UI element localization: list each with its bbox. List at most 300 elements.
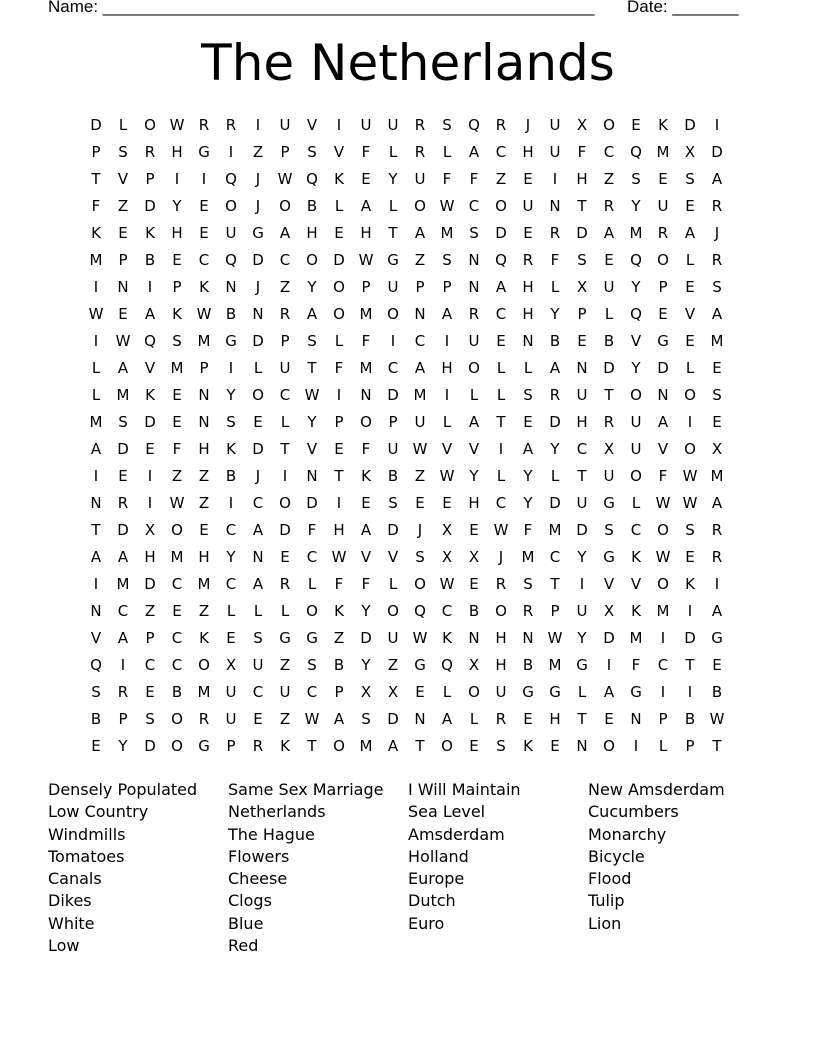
grid-letter[interactable]: I — [660, 683, 666, 701]
grid-letter[interactable]: B — [333, 656, 345, 674]
grid-letter[interactable]: H — [468, 494, 480, 512]
grid-letter[interactable]: W — [169, 116, 185, 134]
grid-letter[interactable]: E — [172, 386, 182, 404]
grid-letter[interactable]: U — [279, 116, 291, 134]
grid-letter[interactable]: I — [93, 278, 99, 296]
grid-letter[interactable]: T — [307, 737, 317, 755]
grid-letter[interactable]: S — [442, 251, 452, 269]
grid-letter[interactable]: W — [709, 710, 725, 728]
grid-letter[interactable]: A — [522, 440, 534, 458]
grid-letter[interactable]: W — [304, 710, 320, 728]
grid-letter[interactable]: T — [496, 413, 506, 431]
grid-letter[interactable]: A — [711, 170, 723, 188]
grid-letter[interactable]: E — [253, 710, 263, 728]
grid-letter[interactable]: W — [547, 629, 563, 647]
grid-letter[interactable]: D — [333, 251, 345, 269]
grid-letter[interactable]: M — [89, 413, 103, 431]
grid-letter[interactable]: M — [521, 548, 535, 566]
grid-letter[interactable]: C — [306, 683, 318, 701]
grid-letter[interactable]: H — [198, 440, 210, 458]
grid-letter[interactable]: Z — [252, 143, 264, 161]
grid-letter[interactable]: Y — [226, 548, 236, 566]
grid-letter[interactable]: A — [117, 359, 129, 377]
grid-letter[interactable]: N — [468, 251, 480, 269]
grid-letter[interactable]: P — [118, 710, 128, 728]
grid-letter[interactable]: I — [687, 413, 693, 431]
grid-letter[interactable]: E — [604, 710, 614, 728]
grid-letter[interactable]: F — [469, 170, 479, 188]
grid-letter[interactable]: E — [685, 332, 695, 350]
grid-letter[interactable]: I — [282, 467, 288, 485]
grid-letter[interactable]: I — [336, 386, 342, 404]
grid-letter[interactable]: H — [522, 278, 534, 296]
grid-letter[interactable]: D — [603, 359, 615, 377]
grid-letter[interactable]: A — [117, 629, 129, 647]
grid-letter[interactable]: R — [657, 224, 669, 242]
grid-letter[interactable]: P — [334, 413, 344, 431]
grid-letter[interactable]: P — [658, 278, 668, 296]
grid-letter[interactable]: R — [711, 548, 723, 566]
grid-letter[interactable]: J — [417, 521, 423, 539]
grid-letter[interactable]: G — [576, 656, 588, 674]
grid-letter[interactable]: W — [304, 386, 320, 404]
grid-letter[interactable]: C — [549, 548, 561, 566]
grid-letter[interactable]: V — [144, 359, 156, 377]
grid-letter[interactable]: E — [199, 224, 209, 242]
grid-letter[interactable]: M — [359, 359, 373, 377]
grid-letter[interactable]: W — [196, 305, 212, 323]
grid-letter[interactable]: G — [198, 143, 210, 161]
grid-letter[interactable]: T — [307, 359, 317, 377]
grid-letter[interactable]: S — [91, 683, 101, 701]
grid-letter[interactable]: C — [603, 143, 615, 161]
grid-letter[interactable]: B — [468, 602, 480, 620]
grid-letter[interactable]: I — [93, 575, 99, 593]
grid-letter[interactable]: D — [576, 521, 588, 539]
grid-letter[interactable]: D — [603, 629, 615, 647]
grid-letter[interactable]: T — [334, 467, 344, 485]
grid-letter[interactable]: M — [359, 305, 373, 323]
grid-letter[interactable]: F — [172, 440, 182, 458]
grid-letter[interactable]: T — [388, 224, 398, 242]
grid-letter[interactable]: G — [414, 656, 426, 674]
grid-letter[interactable]: H — [522, 305, 534, 323]
grid-letter[interactable]: A — [684, 224, 696, 242]
grid-letter[interactable]: I — [579, 575, 585, 593]
grid-letter[interactable]: S — [685, 521, 695, 539]
grid-letter[interactable]: G — [657, 332, 669, 350]
grid-letter[interactable]: F — [361, 440, 371, 458]
grid-letter[interactable]: S — [712, 386, 722, 404]
grid-letter[interactable]: D — [360, 629, 372, 647]
grid-letter[interactable]: W — [439, 467, 455, 485]
grid-letter[interactable]: I — [444, 386, 450, 404]
grid-letter[interactable]: E — [415, 683, 425, 701]
grid-letter[interactable]: E — [253, 413, 263, 431]
grid-letter[interactable]: M — [197, 575, 211, 593]
grid-letter[interactable]: F — [577, 143, 587, 161]
grid-letter[interactable]: N — [90, 494, 102, 512]
grid-letter[interactable]: B — [522, 656, 534, 674]
grid-letter[interactable]: M — [656, 602, 670, 620]
grid-letter[interactable]: O — [630, 386, 642, 404]
grid-letter[interactable]: D — [279, 521, 291, 539]
grid-letter[interactable]: N — [252, 305, 264, 323]
grid-letter[interactable]: A — [468, 413, 480, 431]
grid-letter[interactable]: S — [118, 143, 128, 161]
grid-letter[interactable]: N — [306, 467, 318, 485]
grid-letter[interactable]: T — [577, 467, 587, 485]
grid-letter[interactable]: J — [714, 224, 720, 242]
grid-letter[interactable]: I — [714, 575, 720, 593]
grid-letter[interactable]: P — [280, 143, 290, 161]
grid-letter[interactable]: D — [576, 224, 588, 242]
grid-letter[interactable]: K — [442, 629, 452, 647]
grid-letter[interactable]: Y — [523, 467, 533, 485]
grid-letter[interactable]: D — [306, 494, 318, 512]
grid-letter[interactable]: L — [91, 359, 101, 377]
grid-letter[interactable]: A — [441, 710, 453, 728]
grid-letter[interactable]: I — [633, 737, 639, 755]
grid-letter[interactable]: W — [88, 305, 104, 323]
grid-letter[interactable]: R — [603, 197, 615, 215]
grid-letter[interactable]: C — [279, 386, 291, 404]
grid-letter[interactable]: O — [360, 413, 372, 431]
grid-letter[interactable]: H — [576, 413, 588, 431]
grid-letter[interactable]: B — [171, 683, 183, 701]
grid-letter[interactable]: I — [147, 278, 153, 296]
grid-letter[interactable]: I — [444, 332, 450, 350]
grid-letter[interactable]: Z — [198, 602, 210, 620]
grid-letter[interactable]: U — [549, 143, 561, 161]
grid-letter[interactable]: A — [657, 413, 669, 431]
grid-letter[interactable]: D — [117, 440, 129, 458]
grid-letter[interactable]: G — [711, 629, 723, 647]
grid-letter[interactable]: H — [360, 224, 372, 242]
grid-letter[interactable]: I — [552, 170, 558, 188]
grid-letter[interactable]: E — [145, 683, 155, 701]
grid-letter[interactable]: D — [144, 197, 156, 215]
grid-letter[interactable]: C — [252, 683, 264, 701]
grid-letter[interactable]: U — [630, 413, 642, 431]
grid-letter[interactable]: Y — [631, 278, 641, 296]
grid-letter[interactable]: S — [496, 737, 506, 755]
grid-letter[interactable]: P — [388, 413, 398, 431]
grid-letter[interactable]: L — [523, 359, 533, 377]
grid-letter[interactable]: R — [711, 197, 723, 215]
grid-letter[interactable]: D — [252, 251, 264, 269]
grid-letter[interactable]: R — [549, 224, 561, 242]
grid-letter[interactable]: P — [280, 332, 290, 350]
grid-letter[interactable]: S — [469, 224, 479, 242]
grid-letter[interactable]: R — [603, 413, 615, 431]
grid-letter[interactable]: G — [252, 224, 264, 242]
grid-letter[interactable]: S — [307, 143, 317, 161]
grid-letter[interactable]: R — [495, 575, 507, 593]
grid-letter[interactable]: Y — [226, 386, 236, 404]
grid-letter[interactable]: D — [144, 575, 156, 593]
grid-letter[interactable]: R — [198, 116, 210, 134]
grid-letter[interactable]: O — [414, 575, 426, 593]
grid-letter[interactable]: T — [604, 386, 614, 404]
grid-letter[interactable]: E — [523, 224, 533, 242]
grid-letter[interactable]: S — [145, 710, 155, 728]
grid-letter[interactable]: V — [90, 629, 102, 647]
grid-letter[interactable]: B — [144, 251, 156, 269]
grid-letter[interactable]: U — [603, 467, 615, 485]
grid-letter[interactable]: U — [387, 629, 399, 647]
grid-letter[interactable]: X — [387, 683, 399, 701]
grid-letter[interactable]: C — [306, 548, 318, 566]
grid-letter[interactable]: L — [118, 116, 128, 134]
grid-letter[interactable]: R — [144, 143, 156, 161]
grid-letter[interactable]: A — [387, 737, 399, 755]
grid-letter[interactable]: C — [171, 575, 183, 593]
grid-letter[interactable]: L — [496, 467, 506, 485]
grid-letter[interactable]: L — [388, 575, 398, 593]
grid-letter[interactable]: P — [685, 737, 695, 755]
grid-letter[interactable]: N — [549, 197, 561, 215]
grid-letter[interactable]: C — [495, 143, 507, 161]
grid-letter[interactable]: K — [226, 440, 236, 458]
grid-letter[interactable]: I — [714, 116, 720, 134]
grid-letter[interactable]: O — [603, 116, 615, 134]
grid-letter[interactable]: G — [522, 683, 534, 701]
grid-letter[interactable]: P — [415, 278, 425, 296]
grid-letter[interactable]: M — [548, 656, 562, 674]
grid-letter[interactable]: A — [90, 548, 102, 566]
grid-letter[interactable]: H — [441, 359, 453, 377]
grid-letter[interactable]: E — [199, 521, 209, 539]
grid-letter[interactable]: D — [657, 359, 669, 377]
grid-letter[interactable]: Y — [361, 656, 371, 674]
grid-letter[interactable]: L — [631, 494, 641, 512]
grid-letter[interactable]: U — [468, 332, 480, 350]
grid-letter[interactable]: N — [522, 332, 534, 350]
grid-letter[interactable]: L — [577, 683, 587, 701]
grid-letter[interactable]: V — [387, 548, 399, 566]
grid-letter[interactable]: Z — [144, 602, 156, 620]
grid-letter[interactable]: D — [387, 710, 399, 728]
grid-letter[interactable]: B — [90, 710, 102, 728]
grid-letter[interactable]: O — [630, 467, 642, 485]
grid-letter[interactable]: O — [279, 494, 291, 512]
grid-letter[interactable]: O — [414, 197, 426, 215]
grid-letter[interactable]: N — [414, 710, 426, 728]
grid-letter[interactable]: R — [414, 116, 426, 134]
grid-letter[interactable]: P — [118, 251, 128, 269]
grid-letter[interactable]: P — [91, 143, 101, 161]
grid-letter[interactable]: M — [548, 521, 562, 539]
grid-letter[interactable]: R — [522, 251, 534, 269]
grid-letter[interactable]: W — [358, 251, 374, 269]
grid-letter[interactable]: D — [549, 494, 561, 512]
grid-letter[interactable]: E — [280, 548, 290, 566]
grid-letter[interactable]: G — [198, 737, 210, 755]
grid-letter[interactable]: Y — [172, 197, 182, 215]
grid-letter[interactable]: E — [361, 170, 371, 188]
grid-letter[interactable]: B — [306, 197, 318, 215]
grid-letter[interactable]: T — [91, 521, 101, 539]
grid-letter[interactable]: U — [414, 413, 426, 431]
grid-letter[interactable]: Y — [550, 440, 560, 458]
grid-letter[interactable]: C — [576, 440, 588, 458]
grid-letter[interactable]: H — [576, 170, 588, 188]
grid-letter[interactable]: X — [360, 683, 372, 701]
grid-letter[interactable]: S — [307, 332, 317, 350]
grid-letter[interactable]: T — [280, 440, 290, 458]
grid-letter[interactable]: C — [117, 602, 129, 620]
grid-letter[interactable]: Z — [414, 251, 426, 269]
grid-letter[interactable]: E — [523, 413, 533, 431]
grid-letter[interactable]: S — [253, 629, 263, 647]
grid-letter[interactable]: H — [495, 656, 507, 674]
grid-letter[interactable]: E — [118, 305, 128, 323]
grid-letter[interactable]: M — [170, 548, 184, 566]
grid-letter[interactable]: X — [468, 656, 480, 674]
grid-letter[interactable]: R — [549, 386, 561, 404]
grid-letter[interactable]: U — [225, 224, 237, 242]
grid-letter[interactable]: N — [198, 413, 210, 431]
grid-letter[interactable]: A — [549, 359, 561, 377]
grid-letter[interactable]: U — [252, 656, 264, 674]
grid-letter[interactable]: R — [279, 575, 291, 593]
grid-letter[interactable]: F — [442, 170, 452, 188]
grid-letter[interactable]: L — [388, 197, 398, 215]
grid-letter[interactable]: E — [496, 332, 506, 350]
grid-letter[interactable]: Q — [468, 116, 480, 134]
grid-letter[interactable]: L — [604, 305, 614, 323]
grid-letter[interactable]: K — [631, 602, 641, 620]
grid-letter[interactable]: E — [712, 413, 722, 431]
grid-letter[interactable]: Z — [279, 710, 291, 728]
grid-letter[interactable]: I — [228, 143, 234, 161]
grid-letter[interactable]: L — [280, 602, 290, 620]
grid-letter[interactable]: Q — [414, 602, 426, 620]
grid-letter[interactable]: E — [226, 629, 236, 647]
name-field-line[interactable]: Name: ____________________________________________________ — [48, 0, 595, 16]
grid-letter[interactable]: O — [387, 602, 399, 620]
grid-letter[interactable]: F — [658, 467, 668, 485]
grid-letter[interactable]: W — [655, 548, 671, 566]
grid-letter[interactable]: F — [361, 143, 371, 161]
grid-letter[interactable]: D — [252, 332, 264, 350]
grid-letter[interactable]: L — [685, 359, 695, 377]
grid-letter[interactable]: E — [712, 656, 722, 674]
grid-letter[interactable]: K — [658, 116, 668, 134]
grid-letter[interactable]: M — [197, 683, 211, 701]
grid-letter[interactable]: W — [412, 629, 428, 647]
grid-letter[interactable]: C — [414, 332, 426, 350]
grid-letter[interactable]: U — [603, 278, 615, 296]
grid-letter[interactable]: E — [118, 224, 128, 242]
grid-letter[interactable]: O — [657, 521, 669, 539]
grid-letter[interactable]: H — [171, 224, 183, 242]
grid-letter[interactable]: T — [577, 710, 587, 728]
grid-letter[interactable]: V — [360, 548, 372, 566]
grid-letter[interactable]: R — [252, 737, 264, 755]
grid-letter[interactable]: C — [387, 359, 399, 377]
grid-letter[interactable]: H — [495, 629, 507, 647]
grid-letter[interactable]: Y — [118, 737, 128, 755]
grid-letter[interactable]: U — [657, 197, 669, 215]
grid-letter[interactable]: U — [414, 170, 426, 188]
grid-letter[interactable]: T — [550, 575, 560, 593]
grid-letter[interactable]: E — [577, 332, 587, 350]
grid-letter[interactable]: E — [685, 548, 695, 566]
grid-letter[interactable]: O — [144, 116, 156, 134]
grid-letter[interactable]: K — [172, 305, 182, 323]
grid-letter[interactable]: P — [577, 305, 587, 323]
grid-letter[interactable]: I — [147, 467, 153, 485]
grid-letter[interactable]: P — [550, 602, 560, 620]
grid-letter[interactable]: Z — [603, 170, 615, 188]
grid-letter[interactable]: A — [603, 224, 615, 242]
grid-letter[interactable]: P — [145, 629, 155, 647]
grid-letter[interactable]: C — [495, 305, 507, 323]
grid-letter[interactable]: O — [684, 386, 696, 404]
grid-letter[interactable]: X — [441, 521, 453, 539]
grid-letter[interactable]: S — [631, 170, 641, 188]
grid-letter[interactable]: P — [658, 710, 668, 728]
grid-letter[interactable]: L — [469, 710, 479, 728]
grid-letter[interactable]: V — [630, 332, 642, 350]
grid-letter[interactable]: Z — [198, 494, 210, 512]
grid-letter[interactable]: Q — [144, 332, 156, 350]
grid-letter[interactable]: Q — [630, 143, 642, 161]
grid-letter[interactable]: V — [468, 440, 480, 458]
grid-letter[interactable]: I — [687, 602, 693, 620]
grid-letter[interactable]: L — [550, 467, 560, 485]
grid-letter[interactable]: D — [387, 386, 399, 404]
grid-letter[interactable]: Z — [279, 278, 291, 296]
grid-letter[interactable]: L — [307, 575, 317, 593]
grid-letter[interactable]: I — [201, 170, 207, 188]
grid-letter[interactable]: E — [469, 575, 479, 593]
grid-letter[interactable]: R — [279, 305, 291, 323]
grid-letter[interactable]: O — [171, 521, 183, 539]
grid-letter[interactable]: E — [415, 494, 425, 512]
grid-letter[interactable]: F — [523, 521, 533, 539]
grid-letter[interactable]: O — [333, 305, 345, 323]
grid-letter[interactable]: B — [549, 332, 561, 350]
grid-letter[interactable]: P — [172, 278, 182, 296]
grid-letter[interactable]: N — [414, 305, 426, 323]
grid-letter[interactable]: Q — [225, 251, 237, 269]
grid-letter[interactable]: E — [172, 413, 182, 431]
grid-letter[interactable]: K — [631, 548, 641, 566]
grid-letter[interactable]: H — [522, 143, 534, 161]
grid-letter[interactable]: Y — [361, 602, 371, 620]
grid-letter[interactable]: D — [144, 737, 156, 755]
grid-letter[interactable]: D — [711, 143, 723, 161]
grid-letter[interactable]: I — [498, 440, 504, 458]
grid-letter[interactable]: D — [252, 440, 264, 458]
grid-letter[interactable]: Z — [117, 197, 129, 215]
grid-letter[interactable]: E — [469, 521, 479, 539]
grid-letter[interactable]: Y — [523, 494, 533, 512]
grid-letter[interactable]: L — [685, 251, 695, 269]
grid-letter[interactable]: H — [306, 224, 318, 242]
grid-letter[interactable]: L — [226, 602, 236, 620]
grid-letter[interactable]: B — [711, 683, 723, 701]
grid-letter[interactable]: X — [441, 548, 453, 566]
grid-letter[interactable]: S — [388, 494, 398, 512]
grid-letter[interactable]: K — [523, 737, 533, 755]
grid-letter[interactable]: V — [441, 440, 453, 458]
grid-letter[interactable]: X — [468, 548, 480, 566]
grid-letter[interactable]: M — [656, 143, 670, 161]
